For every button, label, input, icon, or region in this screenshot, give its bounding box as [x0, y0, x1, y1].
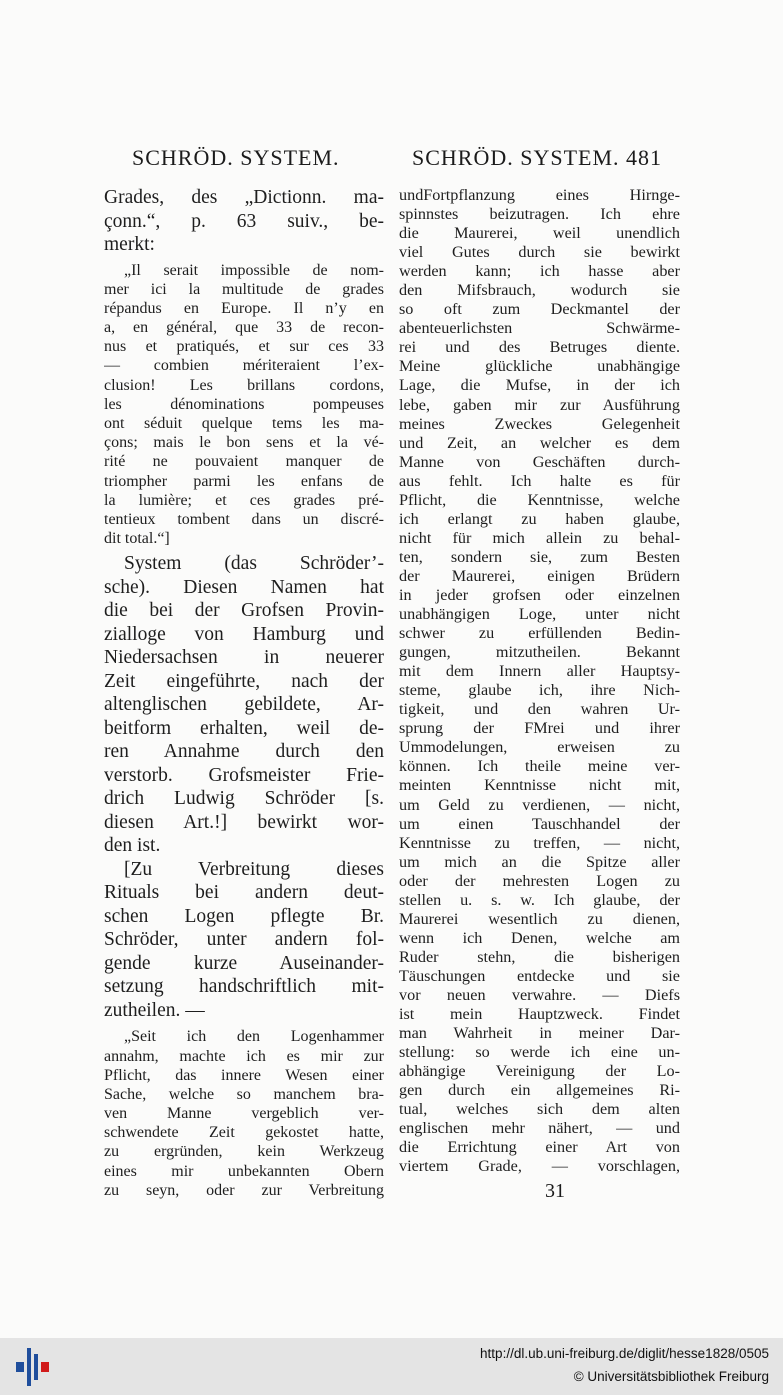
text-line: den ist. — [104, 835, 161, 857]
text-line: so oft zum Deckmantel der — [399, 300, 680, 319]
text-line: werden kann; ich hasse aber — [399, 262, 680, 281]
text-line: zu ergründen, kein Werkzeug — [104, 1143, 384, 1161]
left-french-quote — [104, 261, 384, 549]
text-line: merkt: — [104, 234, 155, 255]
text-line: oder der mehresten Logen zu — [399, 871, 680, 890]
text-line: die Errichtung einer Art von — [399, 1138, 680, 1157]
text-line: Ruder stehn, die bisherigen — [399, 947, 680, 966]
text-line: verstorb. Grofsmeister Frie- — [104, 764, 384, 786]
text-line: spinnstes beizutragen. Ich ehre — [399, 205, 680, 224]
text-line: tentieux tombent dans un discré- — [104, 510, 384, 528]
text-line: Pflicht, das innere Wesen einer — [104, 1066, 384, 1084]
text-line: viel Gutes durch sie bewirkt — [399, 243, 680, 262]
text-line: — combien mériteraient l’ex- — [104, 357, 384, 375]
text-line: çons; mais le bon sens et la vé- — [104, 434, 384, 452]
permalink-url[interactable]: http://dl.ub.uni-freiburg.de/diglit/hesse1828/0505 — [480, 1346, 769, 1361]
text-line: ven Manne vergeblich ver- — [104, 1105, 384, 1123]
text-line: in jeder grofsen oder einzelnen — [399, 585, 680, 604]
text-line: und Zeit, an welcher es dem — [399, 433, 680, 452]
left-text-column — [104, 186, 384, 1200]
text-line: undFortpflanzung eines Hirnge- — [399, 186, 680, 204]
text-line: triompher parmi les enfans de — [104, 472, 384, 490]
text-line: ont séduit quelque tems les ma- — [104, 415, 384, 432]
text-line: um Geld zu verdienen, — nicht, — [399, 795, 680, 814]
text-line: unabhängigen Loge, unter nicht — [399, 605, 680, 624]
text-line: [Zu Verbreitung dieses — [124, 858, 384, 880]
text-line: Meine glückliche unabhängige — [399, 357, 680, 376]
text-line: clusion! Les brillans cordons, — [104, 376, 384, 394]
text-line: aus fehlt. Ich halte es für — [399, 471, 680, 490]
viewer-footer — [0, 1338, 783, 1395]
text-line: schen Logen pflegte Br. — [104, 905, 384, 927]
text-line: Zeit eingeführte, nach der — [104, 670, 384, 692]
text-line: man Wahrheit in meiner Dar- — [399, 1024, 680, 1043]
text-line: eines mir unbekannten Obern — [104, 1162, 384, 1180]
text-line: die Maurerei, weil unendlich — [399, 224, 680, 243]
text-line: ten, sondern sie, zum Besten — [399, 547, 680, 566]
text-line: ist mein Hauptzweck. Findet — [399, 1005, 680, 1024]
text-line: setzung handschriftlich mit- — [104, 976, 384, 998]
text-line: zutheilen. — — [104, 999, 205, 1021]
text-line: ich erlangt zu haben glaube, — [399, 509, 680, 528]
text-line: Täuschungen entdecke und sie — [399, 966, 680, 985]
text-line: altenglischen gebildete, Ar- — [104, 694, 384, 716]
text-line: sche). Diesen Namen hat — [104, 576, 384, 598]
text-line: meines Zweckes Gelegenheit — [399, 414, 680, 433]
text-line: meinten Kenntnisse nicht mit, — [399, 776, 680, 795]
text-line: stellung: so werde ich eine un- — [399, 1043, 680, 1062]
text-line: zialloge von Hamburg und — [104, 623, 384, 645]
text-line: wenn ich Denen, welche am — [399, 928, 680, 947]
text-line: beitform erhalten, weil de- — [104, 717, 384, 739]
text-line: gende kurze Auseinander- — [104, 952, 384, 974]
text-line: Maurerei wesentlich zu dienen, — [399, 909, 680, 928]
text-line: steme, glaube ich, ihre Nich- — [399, 681, 680, 700]
text-line: schwendete Zeit gekostet hatte, — [104, 1124, 384, 1142]
text-line: Manne von Geschäften durch- — [399, 452, 680, 471]
text-line: sprung der FMrei und ihrer — [399, 719, 680, 738]
text-line: rei und des Betruges diente. — [399, 338, 680, 357]
text-line: les dénominations pompeuses — [104, 395, 384, 413]
text-line: gen durch ein allgemeines Ri- — [399, 1081, 680, 1100]
text-line: schwer zu erfüllenden Bedin- — [399, 624, 680, 643]
text-line: tigkeit, und den wahren Ur- — [399, 700, 680, 719]
text-line: den Mifsbrauch, wodurch sie — [399, 281, 680, 300]
text-line: „Il serait impossible de nom- — [124, 261, 384, 279]
text-line: a, en général, que 33 de recon- — [104, 319, 384, 337]
text-line: Kenntnisse zu treffen, — nicht, — [399, 833, 680, 852]
text-line: mer ici la multitude de grades — [104, 280, 384, 298]
text-line: Lage, die Mufse, in der ich — [399, 376, 680, 395]
text-line: Schröder, unter andern fol- — [104, 929, 384, 951]
text-line: Pflicht, die Kenntnisse, welche — [399, 490, 680, 509]
text-line: ren Annahme durch den — [104, 741, 384, 763]
text-line: çonn.“, p. 63 suiv., be- — [104, 210, 384, 232]
text-line: rité ne pouvaient manquer de — [104, 453, 384, 471]
text-line: Rituals bei andern deut- — [104, 882, 384, 904]
text-line: vor neuen verwahre. — Diefs — [399, 985, 680, 1004]
text-line: nicht für mich allein zu behal- — [399, 528, 680, 547]
text-line: drich Ludwig Schröder [s. — [104, 788, 384, 810]
text-line: annahm, machte ich es mir zur — [104, 1047, 384, 1065]
left-german-quote — [104, 1027, 384, 1200]
text-line: mit dem Innern aller Hauptsy- — [399, 662, 680, 681]
text-line: Sache, welche so manchem bra- — [104, 1085, 384, 1103]
text-line: stellen u. s. w. Ich glaube, der — [399, 890, 680, 909]
text-line: gungen, mitzutheilen. Bekannt — [399, 643, 680, 662]
text-line: „Seit ich den Logenhammer — [124, 1028, 384, 1046]
text-line: lebe, gaben mir zur Ausführung — [399, 395, 680, 414]
ub-freiburg-logo-icon — [16, 1348, 50, 1386]
text-line: Grades, des „Dictionn. ma- — [104, 187, 384, 208]
text-line: System (das Schröder’- — [124, 553, 384, 575]
text-line: tual, welches sich dem alten — [399, 1100, 680, 1119]
right-text-column — [399, 186, 680, 1176]
text-line: um mich an die Spitze aller — [399, 852, 680, 871]
text-line: la lumière; et ces grades pré- — [104, 491, 384, 509]
text-line: der Maurerei, einigen Brüdern — [399, 566, 680, 585]
text-line: zu seyn, oder zur Verbreitung — [104, 1181, 384, 1199]
text-line: dit total.“] — [104, 530, 170, 548]
text-line: abenteuerlichsten Schwärme- — [399, 319, 680, 338]
text-line: diesen Art.!] bewirkt wor- — [104, 811, 384, 833]
text-line: die bei der Grofsen Provin- — [104, 600, 384, 622]
left-paragraph-grades — [104, 186, 384, 257]
text-line: viertem Grade, — vorschlagen, — [399, 1157, 680, 1176]
text-line: répandus en Europe. Il n’y en — [104, 299, 384, 317]
signature-mark: 31 — [545, 1180, 565, 1202]
text-line: nus et pratiqués, et sur ces 33 — [104, 338, 384, 356]
text-line: englischen mehr nähert, — und — [399, 1119, 680, 1138]
text-line: Ummodelungen, erweisen zu — [399, 738, 680, 757]
copyright-notice: © Universitätsbibliothek Freiburg — [573, 1369, 769, 1384]
running-head-right: SCHRÖD. SYSTEM. 481 — [412, 145, 663, 170]
running-head-left: SCHRÖD. SYSTEM. — [132, 145, 340, 170]
text-line: abhängige Vereinigung der Lo- — [399, 1062, 680, 1081]
text-line: Niedersachsen in neuerer — [104, 647, 384, 669]
left-article-system — [104, 552, 384, 1022]
text-line: können. Ich theile meine ver- — [399, 757, 680, 776]
text-line: um einen Tauschhandel der — [399, 814, 680, 833]
